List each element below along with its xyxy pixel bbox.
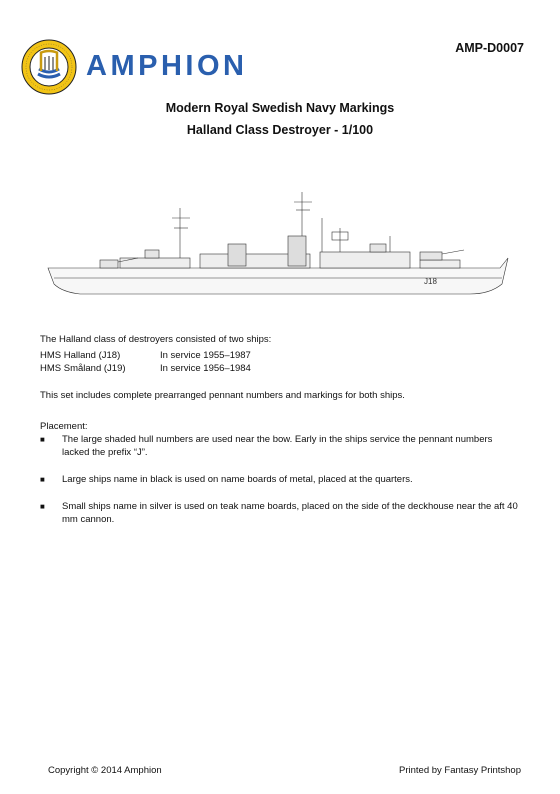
copyright: Copyright © 2014 Amphion (48, 765, 162, 776)
ship-list (40, 349, 251, 375)
bullet-icon: ■ (40, 475, 45, 484)
list-item: ■ Small ships name in silver is used on teak name boards, placed on the side of the deckhouse near the aft 40 mm cannon. (40, 501, 518, 525)
ship-name: HMS Småland (J19) (40, 363, 126, 374)
product-code: AMP-D0007 (455, 41, 524, 55)
amphion-logo (21, 39, 77, 95)
brand-name: AMPHION (86, 50, 248, 82)
ship-row (40, 349, 251, 362)
placement-heading: Placement: (40, 421, 88, 432)
title-line-1: Modern Royal Swedish Navy Markings (165, 101, 395, 115)
bullet-icon: ■ (40, 502, 45, 511)
list-item: ■ The large shaded hull numbers are used near the bow. Early in the ships service the pennant numbers lacked the prefix “J”. (40, 434, 493, 458)
title-line-2: Halland Class Destroyer - 1/100 (186, 123, 374, 137)
bullet-icon: ■ (40, 435, 45, 444)
hull-number: J18 (424, 277, 437, 286)
printer: Printed by Fantasy Printshop (399, 765, 521, 776)
ship-service: In service 1955–1987 (160, 350, 251, 361)
ship-name: HMS Halland (J18) (40, 350, 121, 361)
placement-list (40, 433, 520, 540)
destroyer-illustration (40, 188, 518, 300)
ship-service: In service 1956–1984 (160, 363, 251, 374)
intro-text: The Halland class of destroyers consisted of two ships: (40, 334, 272, 345)
list-item: ■ Large ships name in black is used on name boards of metal, placed at the quarters. (40, 474, 413, 485)
ship-row (40, 362, 251, 375)
set-info: This set includes complete prearranged pennant numbers and markings for both ships. (40, 390, 405, 401)
